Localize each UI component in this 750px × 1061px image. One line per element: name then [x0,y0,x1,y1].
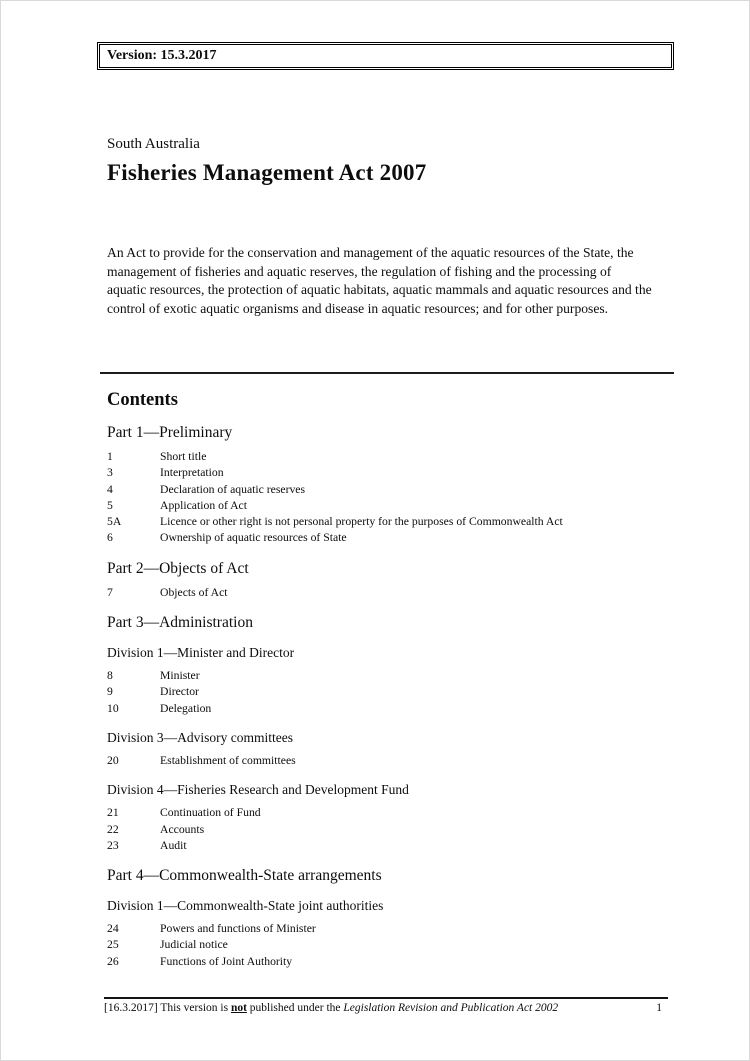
act-title: Fisheries Management Act 2007 [107,160,427,185]
toc-entry [107,668,563,684]
toc-entry-number: 1 [107,450,113,463]
toc-item-group [107,805,563,854]
toc-entry-number: 22 [107,822,119,836]
toc-entry-number: 23 [107,838,119,852]
toc-part-heading: Part 2—Objects of Act [107,559,249,577]
footer-version-date: [16.3.2017] [104,1002,158,1014]
toc-item-group [107,449,563,547]
toc-entry-number: 10 [107,701,119,715]
toc-entry-title: Minister [160,669,200,683]
toc-item-group [107,753,563,769]
toc-entry-title: Accounts [160,822,205,836]
toc-entry [107,805,563,821]
toc-entry-title: Functions of Joint Authority [160,954,293,968]
toc-entry-number: 9 [107,685,113,699]
toc-entry [107,498,563,514]
contents-heading: Contents [107,390,178,410]
toc-entry-number: 3 [107,466,113,480]
toc-entry-title: Declaration of aquatic reserves [160,482,306,496]
toc-division-heading: Division 1—Commonwealth-State joint authorities [107,898,384,914]
contents-section [107,390,652,970]
toc-entry [107,701,563,717]
toc-entry-title: Establishment of committees [160,753,296,767]
footer-text-before: This version is [157,1002,231,1014]
toc-division-heading: Division 3—Advisory committees [107,729,293,745]
toc-entry-number: 6 [107,531,113,545]
page-number: 1 [656,1002,662,1014]
toc-entry-number: 25 [107,938,119,952]
toc-entry-title: Ownership of aquatic resources of State [160,531,347,545]
toc-item-group [107,668,563,717]
long-title-paragraph: An Act to provide for the conservation and management of the aquatic resources of the State, the management of fisheries and aquatic reserves, the regulation of fishing and the processing of aquatic resources, the protection of aquatic habitats, aquatic mammals and aquatic resources and the control of exotic aquatic organisms and disease in aquatic resources; and for other purposes. [107,245,652,316]
footer-text-middle: published under the [246,1002,344,1014]
toc-entry [107,684,563,700]
toc-entry [107,822,563,838]
toc-entry [107,530,563,546]
toc-entry [107,449,563,465]
footer-row [104,1002,668,1014]
toc-entry [107,921,563,937]
toc-entry-number: 21 [107,806,119,820]
toc-entry-title: Delegation [160,701,212,715]
toc-entry-number: 8 [107,669,113,683]
toc-division-heading: Division 1—Minister and Director [107,645,295,661]
footer-rule [104,997,668,999]
toc-entry-title: Audit [160,838,187,852]
toc-entry-number: 5A [107,515,122,529]
toc-part-heading: Part 4—Commonwealth-State arrangements [107,867,382,885]
toc-entry-number: 7 [107,585,113,599]
toc-item-group [107,585,563,601]
toc-entry-title: Objects of Act [160,585,228,599]
toc-entry-title: Application of Act [160,498,247,512]
toc-entry-number: 5 [107,498,113,512]
footer-act-name: Legislation Revision and Publication Act 2002 [343,1002,559,1014]
version-label: Version: 15.3.2017 [107,48,217,63]
contents-divider-rule [100,372,674,374]
toc-entry-title: Interpretation [160,466,224,480]
toc-division-heading: Division 4—Fisheries Research and Development Fund [107,782,409,798]
toc-entry-title: Licence or other right is not personal property for the purposes of Commonwealth Act [160,515,563,529]
toc-entry [107,514,563,530]
toc-entry [107,838,563,854]
toc-part-heading: Part 1—Preliminary [107,424,233,441]
toc-entry [107,465,563,481]
footer-not-word: not [230,1002,247,1014]
toc-entry-title: Short title [160,450,207,463]
toc-entry-title: Director [160,685,199,699]
toc-entry-title: Judicial notice [160,938,228,952]
toc-entry-number: 24 [107,922,119,936]
page-footer [104,997,668,1014]
toc-entry-number: 20 [107,753,119,767]
toc-entry [107,482,563,498]
footer-note [104,1002,558,1014]
toc-entry-title: Continuation of Fund [160,806,261,820]
jurisdiction-label: South Australia [107,136,200,152]
toc-entry [107,753,563,769]
toc-entry [107,585,563,601]
toc-entry-number: 26 [107,954,119,968]
toc-entry [107,954,563,970]
toc-item-group [107,921,563,970]
version-box [97,42,674,70]
toc-part-heading: Part 3—Administration [107,614,253,632]
contents-sections [107,411,563,970]
toc-entry [107,937,563,953]
toc-entry-title: Powers and functions of Minister [160,922,316,936]
toc-entry-number: 4 [107,482,113,496]
